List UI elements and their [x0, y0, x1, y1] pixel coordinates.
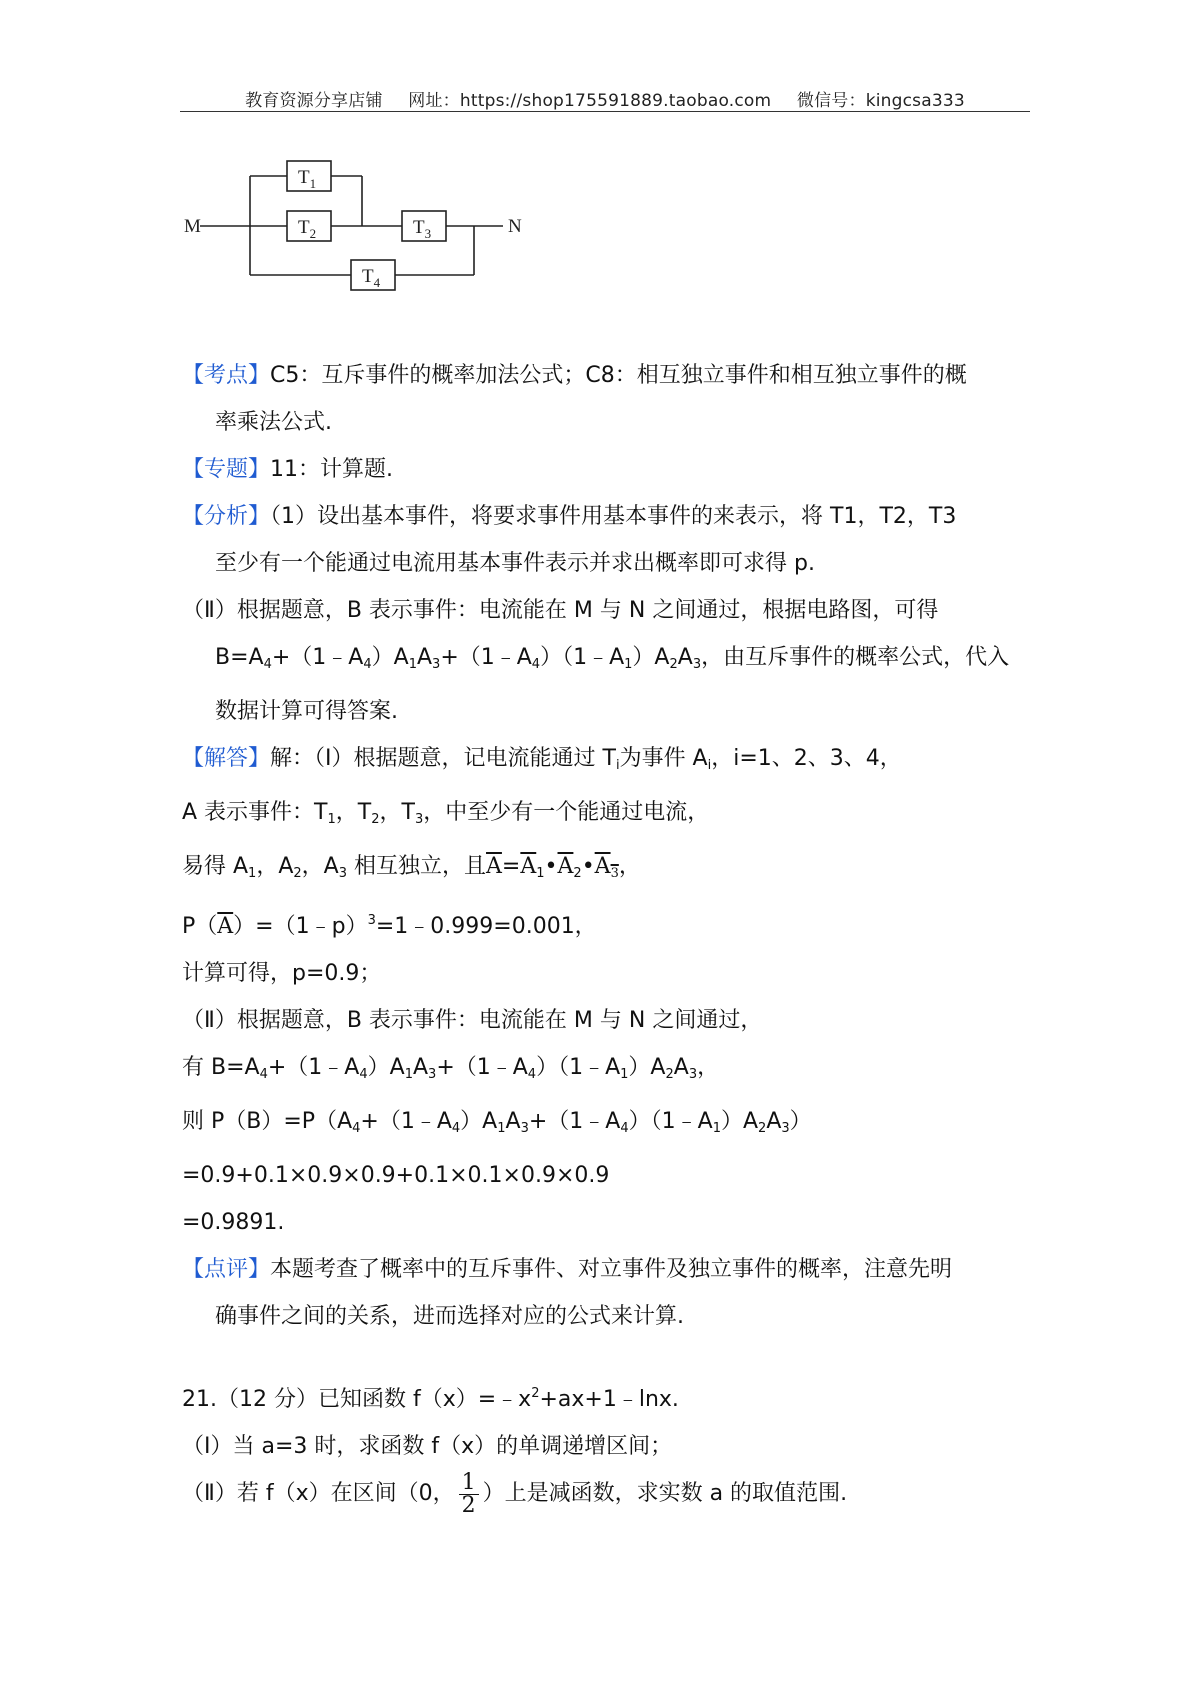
complement-formula: $\overline{A}$: [486, 854, 502, 879]
fenxi-line: 【分析】（1）设出基本事件，将要求事件用基本事件的来表示，将 T1，T2，T3: [182, 504, 957, 529]
tag-jieda: 【解答】: [182, 746, 271, 771]
wechat-id: 微信号：kingcsa333: [796, 91, 965, 111]
fenxi-formula-line: $B=A_4+(1﹣A_4)A_1A_3+(1﹣A_4)(1﹣A_1)A_2A_3$，由互斥事件的概率公式，代入: [215, 645, 1010, 672]
dianping-line-2: 确事件之间的关系，进而选择对应的公式来计算.: [215, 1304, 684, 1329]
fraction-half: $\frac{1}{2}$: [459, 1472, 479, 1517]
q21-line-2: （Ⅰ）当 a=3 时，求函数 f（x）的单调递增区间；: [182, 1434, 673, 1459]
b-formula-line: 有 $B=A_4+(1﹣A_4)A_1A_3+(1﹣A_4)(1﹣A_1)A_2A_3$，: [182, 1055, 720, 1082]
t4-label: $T_4$: [362, 266, 381, 290]
t2-label: $T_2$: [298, 217, 317, 241]
numeric-line: =0.9+0.1×0.9×0.9+0.1×0.1×0.9×0.9: [182, 1163, 610, 1188]
fenxi-line-2: 至少有一个能通过电流用基本事件表示并求出概率即可求得 p.: [215, 551, 815, 576]
zhuanti-line: 【专题】11：计算题.: [182, 457, 394, 482]
q21-line-3: （Ⅱ）若 f（x）在区间（0， $\frac{1}{2}$ ）上是减函数，求实数 a 的取值范围.: [182, 1469, 848, 1518]
t3-label: $T_3$: [413, 217, 432, 241]
circuit-diagram: [180, 150, 522, 290]
kaodian-line-2: 率乘法公式.: [215, 410, 332, 435]
question-21: [182, 1370, 1032, 1517]
node-n: N: [508, 216, 522, 237]
pb-formula-line: 则 $P(B)=P(A_4+(1﹣A_4)A_1A_3+(1﹣A_4)(1﹣A_1)A_2A_3)$: [182, 1109, 812, 1136]
calc-line: 计算可得，p=0.9；: [182, 961, 382, 986]
tag-zhuanti: 【专题】: [182, 457, 271, 482]
event-a-line: A 表示事件：$T_1$，$T_2$，$T_3$，中至少有一个能通过电流，: [182, 800, 710, 827]
tag-fenxi: 【分析】: [182, 504, 271, 529]
fenxi-line-3: （Ⅱ）根据题意，B 表示事件：电流能在 M 与 N 之间通过，根据电路图，可得: [182, 598, 939, 623]
independence-line: 易得 $A_1$，$A_2$，$A_3$ 相互独立，且$\overline{A}=\overline{A}_1•\overline{A}_2•A_3$，: [182, 854, 641, 881]
result-line: =0.9891.: [182, 1210, 285, 1235]
page-header: [180, 86, 1030, 111]
tag-dianping: 【点评】: [182, 1257, 271, 1282]
kaodian-line: 【考点】C5：互斥事件的概率加法公式；C8：相互独立事件和相互独立事件的概: [182, 363, 967, 388]
solution-block: [182, 352, 1032, 1340]
dianping-line: 【点评】本题考查了概率中的互斥事件、对立事件及独立事件的概率，注意先明: [182, 1257, 953, 1282]
probability-line: $P(\overline{A})=(1﹣p)^3=1﹣0.999=0.001$，: [182, 913, 597, 939]
part2-line: （Ⅱ）根据题意，B 表示事件：电流能在 M 与 N 之间通过，: [182, 1008, 763, 1033]
header-rule: [180, 111, 1030, 112]
q21-line-1: 21.（12 分）已知函数 $f(x)=﹣x^2+ax+1﹣\ln x$.: [182, 1386, 679, 1412]
tag-kaodian: 【考点】: [182, 363, 271, 388]
shop-name: 教育资源分享店铺: [245, 91, 383, 111]
shop-url: 网址：https://shop175591889.taobao.com: [408, 91, 772, 111]
fenxi-line-5: 数据计算可得答案.: [215, 699, 398, 724]
jieda-line: 【解答】解：（Ⅰ）根据题意，记电流能通过 $T_i$为事件 $A_i$，i=1、2、3、4，: [182, 746, 902, 773]
t1-label: $T_1$: [298, 167, 317, 191]
node-m: M: [184, 216, 201, 237]
